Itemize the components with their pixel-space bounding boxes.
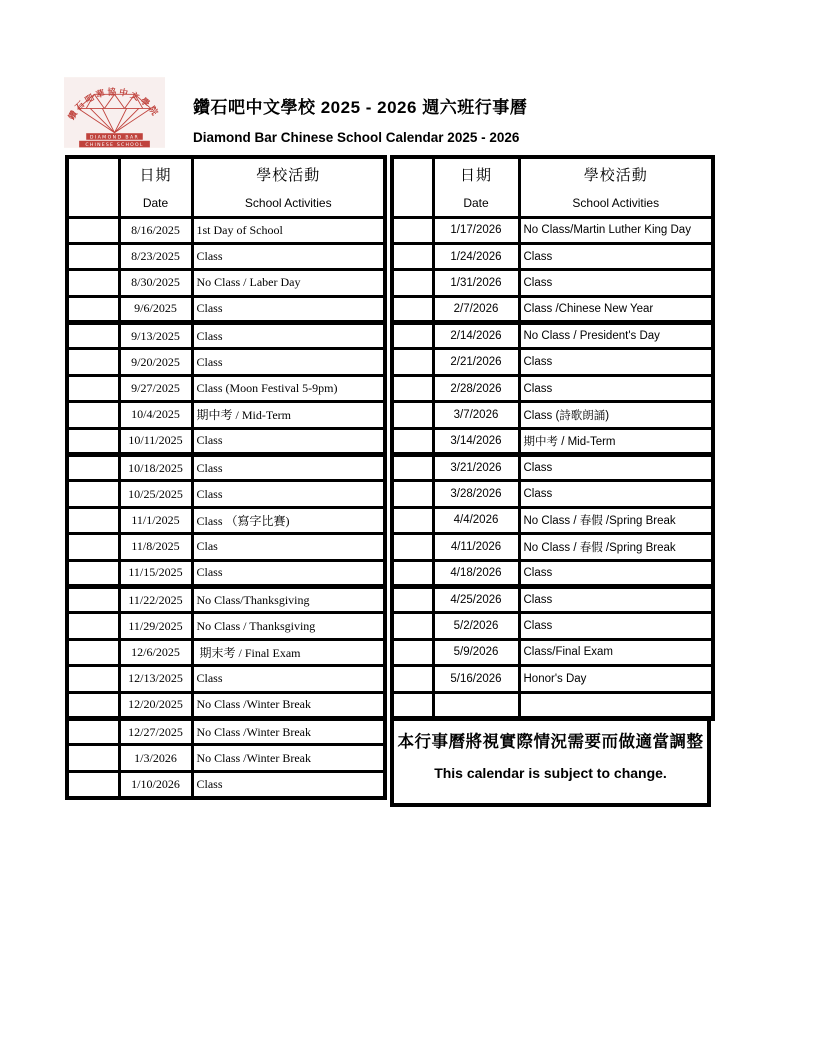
row-marker-cell	[392, 481, 433, 507]
header-activities-cell	[519, 157, 713, 217]
header-marker-cell	[67, 157, 119, 217]
table-row	[392, 428, 713, 454]
row-marker-cell	[67, 402, 119, 428]
activity-cell: Class	[192, 323, 385, 349]
row-marker-cell	[67, 375, 119, 401]
row-marker-cell	[67, 296, 119, 322]
date-cell: 3/28/2026	[433, 481, 519, 507]
date-cell: 12/20/2025	[119, 692, 192, 718]
table-row	[392, 270, 713, 296]
activity-cell: Class	[192, 428, 385, 454]
row-marker-cell	[392, 613, 433, 639]
date-cell: 1/17/2026	[433, 217, 519, 243]
header-marker-cell	[392, 157, 433, 217]
activity-cell: Class （寫字比賽)	[192, 507, 385, 533]
row-marker-cell	[67, 455, 119, 481]
activity-cell: Class	[519, 481, 713, 507]
table-row	[67, 534, 385, 560]
row-marker-cell	[392, 270, 433, 296]
table-row	[67, 243, 385, 269]
date-cell: 3/7/2026	[433, 402, 519, 428]
activities-header-en: School Activities	[244, 196, 332, 211]
activity-cell: Class	[192, 560, 385, 586]
date-cell: 1/3/2026	[119, 745, 192, 771]
calendar-right-column	[390, 155, 711, 807]
disclaimer-note	[390, 721, 711, 807]
row-marker-cell	[392, 534, 433, 560]
date-cell: 5/9/2026	[433, 639, 519, 665]
date-cell: 8/23/2025	[119, 243, 192, 269]
disclaimer-text-zh: 本行事曆將視實際情況需要而做適當調整	[397, 732, 704, 751]
date-cell: 12/13/2025	[119, 666, 192, 692]
row-marker-cell	[392, 639, 433, 665]
table-row	[67, 507, 385, 533]
table-row	[67, 692, 385, 718]
activity-cell: Class	[192, 296, 385, 322]
row-marker-cell	[392, 217, 433, 243]
activities-header-zh: 學校活動	[583, 167, 648, 185]
table-row	[392, 402, 713, 428]
table-row	[392, 666, 713, 692]
activity-cell: Class	[519, 349, 713, 375]
activity-cell: No Class /Winter Break	[192, 718, 385, 744]
date-header-en: Date	[142, 196, 169, 211]
activity-cell: Clas	[192, 534, 385, 560]
table-row	[67, 375, 385, 401]
header-date-cell	[433, 157, 519, 217]
activity-cell: No Class/Martin Luther King Day	[519, 217, 713, 243]
table-row	[67, 270, 385, 296]
row-marker-cell	[392, 428, 433, 454]
row-marker-cell	[67, 745, 119, 771]
date-cell: 2/7/2026	[433, 296, 519, 322]
date-cell	[433, 692, 519, 718]
date-cell: 4/25/2026	[433, 586, 519, 612]
row-marker-cell	[67, 692, 119, 718]
table-row	[392, 586, 713, 612]
table-row	[392, 455, 713, 481]
table-row	[392, 375, 713, 401]
row-marker-cell	[392, 586, 433, 612]
date-cell: 10/11/2025	[119, 428, 192, 454]
table-row	[67, 666, 385, 692]
calendar-table-spring	[390, 155, 715, 721]
activity-cell: No Class / Thanksgiving	[192, 613, 385, 639]
activity-cell: No Class / President's Day	[519, 323, 713, 349]
date-cell: 10/18/2025	[119, 455, 192, 481]
date-cell: 11/15/2025	[119, 560, 192, 586]
row-marker-cell	[67, 481, 119, 507]
disclaimer-text-en: This calendar is subject to change.	[434, 764, 667, 781]
activity-cell: Class	[192, 455, 385, 481]
date-cell: 9/6/2025	[119, 296, 192, 322]
row-marker-cell	[392, 296, 433, 322]
date-cell: 12/27/2025	[119, 718, 192, 744]
date-cell: 4/4/2026	[433, 507, 519, 533]
date-cell: 4/18/2026	[433, 560, 519, 586]
table-row	[67, 586, 385, 612]
activity-cell: Class	[192, 349, 385, 375]
row-marker-cell	[67, 613, 119, 639]
table-row	[392, 639, 713, 665]
date-cell: 9/13/2025	[119, 323, 192, 349]
date-cell: 2/14/2026	[433, 323, 519, 349]
activity-cell: Class/Final Exam	[519, 639, 713, 665]
table-row	[67, 771, 385, 797]
row-marker-cell	[67, 349, 119, 375]
page-subtitle: Diamond Bar Chinese School Calendar 2025 - 2026	[193, 130, 520, 145]
date-cell: 9/27/2025	[119, 375, 192, 401]
activity-cell: Class (詩歌朗誦)	[519, 402, 713, 428]
row-marker-cell	[392, 323, 433, 349]
date-cell: 1/10/2026	[119, 771, 192, 797]
date-cell: 9/20/2025	[119, 349, 192, 375]
activity-cell: Class (Moon Festival 5-9pm)	[192, 375, 385, 401]
row-marker-cell	[67, 639, 119, 665]
row-marker-cell	[392, 402, 433, 428]
table-row	[67, 323, 385, 349]
row-marker-cell	[67, 270, 119, 296]
row-marker-cell	[67, 507, 119, 533]
activity-cell: No Class / 春假 /Spring Break	[519, 534, 713, 560]
date-cell: 1/24/2026	[433, 243, 519, 269]
row-marker-cell	[392, 455, 433, 481]
table-row	[67, 217, 385, 243]
logo-arc-text: 鑽石吧華協中文學院	[67, 87, 161, 122]
table-row	[392, 507, 713, 533]
activity-cell: Class	[192, 243, 385, 269]
activity-cell: Class	[519, 270, 713, 296]
row-marker-cell	[67, 666, 119, 692]
calendar-tables	[65, 155, 711, 807]
row-marker-cell	[392, 560, 433, 586]
table-row	[392, 349, 713, 375]
table-row	[392, 296, 713, 322]
table-row	[67, 560, 385, 586]
date-cell: 11/22/2025	[119, 586, 192, 612]
row-marker-cell	[67, 323, 119, 349]
date-cell: 3/21/2026	[433, 455, 519, 481]
date-cell: 8/16/2025	[119, 217, 192, 243]
table-row	[67, 481, 385, 507]
activity-cell: No Class / 春假 /Spring Break	[519, 507, 713, 533]
activity-cell: No Class / Laber Day	[192, 270, 385, 296]
row-marker-cell	[67, 560, 119, 586]
date-cell: 3/14/2026	[433, 428, 519, 454]
table-row	[392, 323, 713, 349]
row-marker-cell	[392, 692, 433, 718]
date-cell: 2/28/2026	[433, 375, 519, 401]
table-row	[392, 481, 713, 507]
row-marker-cell	[67, 771, 119, 797]
activity-cell: Class	[519, 613, 713, 639]
date-cell: 4/11/2026	[433, 534, 519, 560]
row-marker-cell	[392, 349, 433, 375]
activity-cell: Honor's Day	[519, 666, 713, 692]
row-marker-cell	[67, 586, 119, 612]
activities-header-en: School Activities	[572, 196, 660, 211]
activity-cell: Class	[519, 243, 713, 269]
date-header-zh: 日期	[139, 167, 172, 185]
activity-cell: Class	[192, 771, 385, 797]
date-cell: 10/4/2025	[119, 402, 192, 428]
date-cell: 11/1/2025	[119, 507, 192, 533]
activity-cell	[519, 692, 713, 718]
header-date-cell	[119, 157, 192, 217]
table-row	[67, 296, 385, 322]
table-row	[67, 745, 385, 771]
date-cell: 11/8/2025	[119, 534, 192, 560]
table-row	[392, 243, 713, 269]
date-cell: 1/31/2026	[433, 270, 519, 296]
activity-cell: Class	[519, 586, 713, 612]
row-marker-cell	[67, 534, 119, 560]
table-row	[392, 217, 713, 243]
row-marker-cell	[392, 666, 433, 692]
date-cell: 2/21/2026	[433, 349, 519, 375]
activity-cell: No Class /Winter Break	[192, 745, 385, 771]
activity-cell: Class	[519, 375, 713, 401]
activity-cell: 期末考 / Final Exam	[192, 639, 385, 665]
table-row	[67, 718, 385, 744]
activity-cell: Class	[519, 455, 713, 481]
date-cell: 12/6/2025	[119, 639, 192, 665]
table-row	[67, 613, 385, 639]
table-row	[392, 560, 713, 586]
diamond-logo-graphic	[64, 77, 165, 148]
date-cell: 8/30/2025	[119, 270, 192, 296]
activity-cell: No Class /Winter Break	[192, 692, 385, 718]
title-block	[193, 93, 527, 145]
table-row	[67, 349, 385, 375]
activity-cell: Class	[192, 666, 385, 692]
table-row	[67, 639, 385, 665]
date-cell: 5/2/2026	[433, 613, 519, 639]
table-header-row	[67, 157, 385, 217]
row-marker-cell	[67, 718, 119, 744]
row-marker-cell	[392, 243, 433, 269]
school-logo	[64, 77, 165, 148]
page-title: 鑽石吧中文學校 2025 - 2026 週六班行事曆	[193, 98, 528, 117]
table-row	[392, 613, 713, 639]
row-marker-cell	[392, 507, 433, 533]
date-cell: 5/16/2026	[433, 666, 519, 692]
header-activities-cell	[192, 157, 385, 217]
logo-banner-top-text: DIAMOND BAR	[89, 135, 140, 141]
date-header-en: Date	[463, 196, 489, 211]
date-cell: 11/29/2025	[119, 613, 192, 639]
table-row	[67, 428, 385, 454]
activities-header-zh: 學校活動	[256, 167, 321, 185]
table-row	[392, 692, 713, 718]
table-row	[67, 402, 385, 428]
row-marker-cell	[67, 243, 119, 269]
logo-banner-bottom-text: CHINESE SCHOOL	[85, 143, 144, 148]
row-marker-cell	[67, 428, 119, 454]
activity-cell: Class	[519, 560, 713, 586]
activity-cell: 1st Day of School	[192, 217, 385, 243]
date-cell: 10/25/2025	[119, 481, 192, 507]
row-marker-cell	[392, 375, 433, 401]
table-row	[67, 455, 385, 481]
activity-cell: 期中考 / Mid-Term	[192, 402, 385, 428]
activity-cell: 期中考 / Mid-Term	[519, 428, 713, 454]
activity-cell: Class	[192, 481, 385, 507]
calendar-table-fall	[65, 155, 387, 800]
activity-cell: No Class/Thanksgiving	[192, 586, 385, 612]
table-header-row	[392, 157, 713, 217]
activity-cell: Class /Chinese New Year	[519, 296, 713, 322]
row-marker-cell	[67, 217, 119, 243]
date-header-zh: 日期	[459, 167, 492, 185]
table-row	[392, 534, 713, 560]
